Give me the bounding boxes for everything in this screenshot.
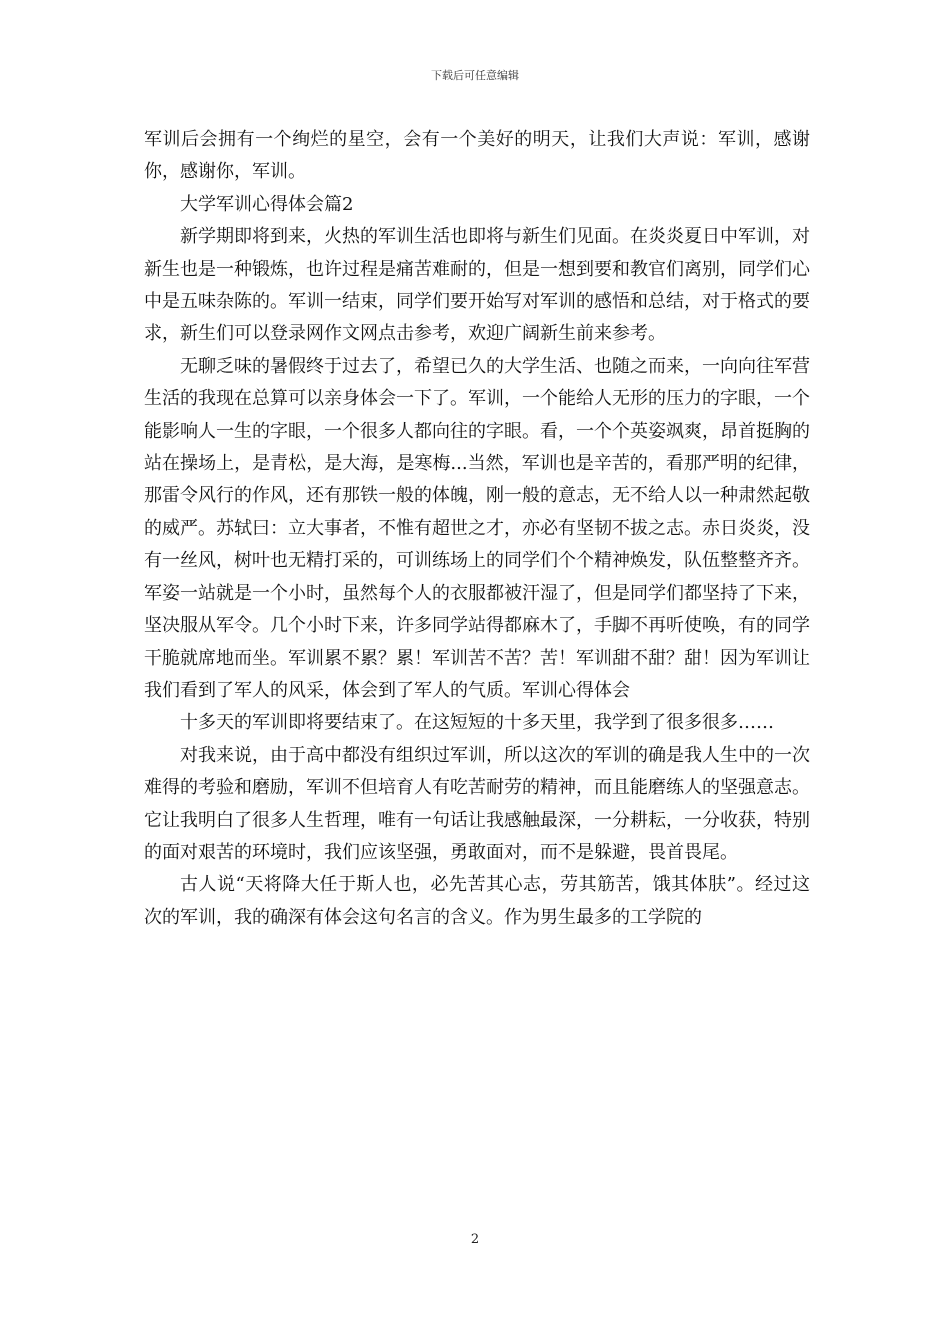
paragraph-2: 新学期即将到来，火热的军训生活也即将与新生们见面。在炎炎夏日中军训，对新生也是一种锻炼，也许过程是痛苦难耐的，但是一想到要和教官们离别，同学们心中是五味杂陈的。军训一结束，同学们要开始写对军训的感悟和总结，对于格式的要求，新生们可以登录网作文网点击参考，欢迎广阔新生前来参考。 (144, 226, 810, 345)
page-header-note: 下载后可任意编辑 (431, 69, 519, 82)
page-number: 2 (470, 1232, 480, 1247)
paragraph-4: 十多天的军训即将要结束了。在这短短的十多天里，我学到了很多很多…… (180, 712, 774, 734)
section-heading: 大学军训心得体会篇2 (180, 193, 354, 215)
paragraph-6: 古人说“天将降大任于斯人也，必先苦其心志，劳其筋苦，饿其体肤”。经过这次的军训，我的确深有体会这句名言的含义。作为男生最多的工学院的 (144, 874, 810, 928)
paragraph-1: 军训后会拥有一个绚烂的星空，会有一个美好的明天，让我们大声说：军训，感谢你，感谢你，军训。 (144, 129, 810, 183)
document-body (144, 124, 810, 934)
paragraph-3: 无聊乏味的暑假终于过去了，希望已久的大学生活、也随之而来，一向向往军营生活的我现在总算可以亲身体会一下了。军训，一个能给人无形的压力的字眼，一个能影响人一生的字眼，一个很多人都向往的字眼。看，一个个英姿飒爽，昂首挺胸的站在操场上，是青松，是大海，是寒梅...当然，军训也是辛苦的，看那严明的纪律，那雷令风行的作风，还有那铁一般的体魄，刚一般的意志，无不给人以一种肃然起敬的威严。苏轼曰：立大事者，不惟有超世之才，亦必有坚韧不拔之志。赤日炎炎，没有一丝风，树叶也无精打采的，可训练场上的同学们个个精神焕发，队伍整整齐齐。军姿一站就是一个小时，虽然每个人的衣服都被汗湿了，但是同学们都坚持了下来，坚决服从军令。几个小时下来，许多同学站得都麻木了，手脚不再听使唤，有的同学干脆就席地而坐。军训累不累？累！军训苦不苦？苦！军训甜不甜？甜！因为军训让我们看到了军人的风采，体会到了军人的气质。军训心得体会 (144, 355, 810, 701)
paragraph-5: 对我来说，由于高中都没有组织过军训，所以这次的军训的确是我人生中的一次难得的考验和磨励，军训不但培育人有吃苦耐劳的精神，而且能磨练人的坚强意志。它让我明白了很多人生哲理，唯有一句话让我感触最深，一分耕耘，一分收获，特别的面对艰苦的环境时，我们应该坚强，勇敢面对，而不是躲避，畏首畏尾。 (144, 744, 810, 863)
